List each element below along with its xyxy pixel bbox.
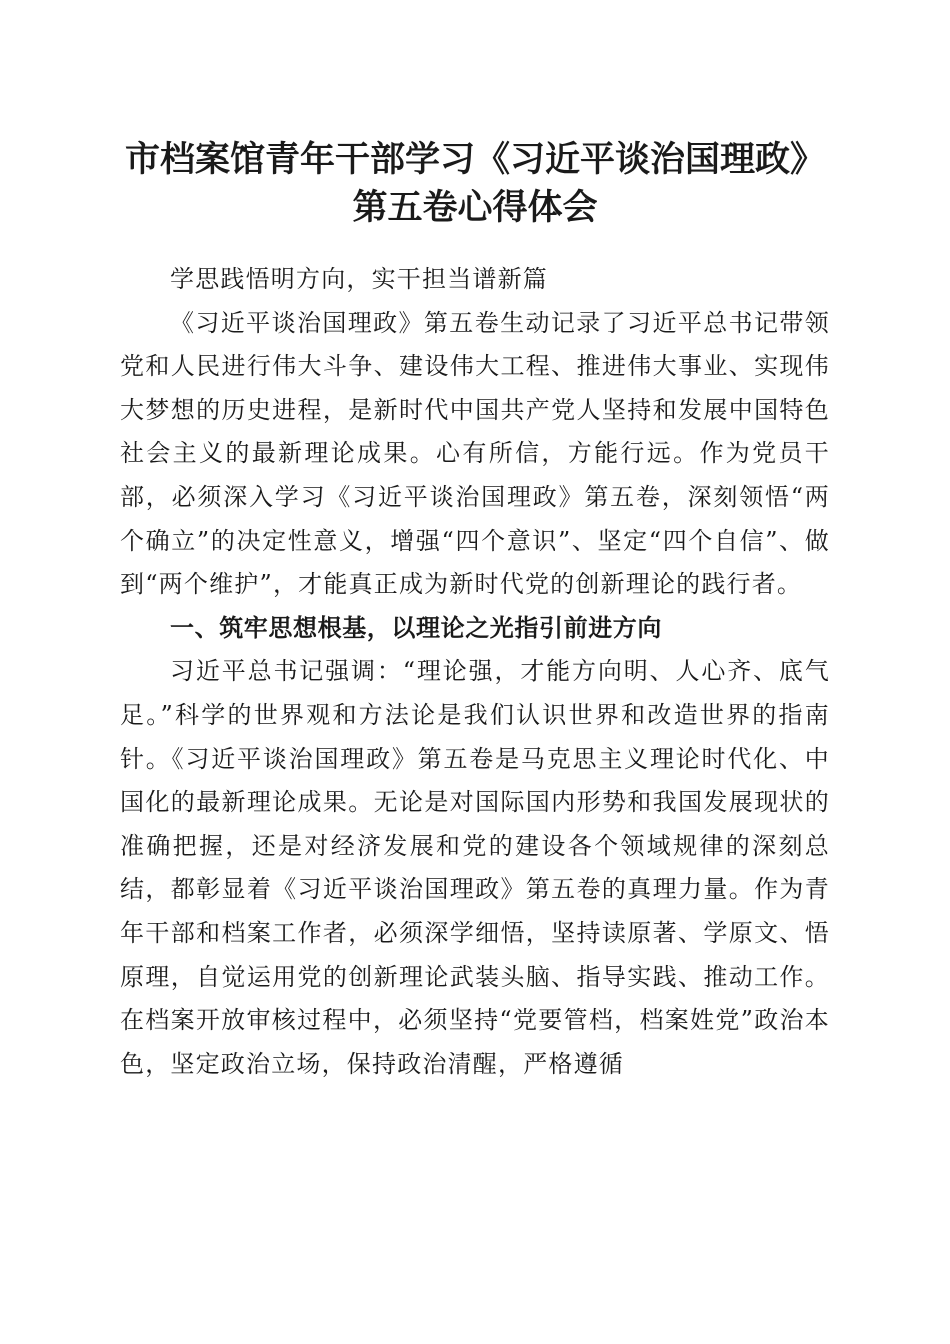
subtitle-paragraph: 学思践悟明方向，实干担当谱新篇	[170, 265, 548, 293]
document-title-line-2: 第五卷心得体会	[352, 187, 598, 228]
document-body	[120, 258, 830, 1086]
section-1-paragraph: 习近平总书记强调：“理论强，才能方向明、人心齐、底气足。”科学的世界观和方法论是我们认识世界和改造世界的指南针。《习近平谈治国理政》第五卷是马克思主义理论时代化、中国化的最新理论成果。无论是对国际国内形势和我国发展现状的准确把握，还是对经济发展和党的建设各个领域规律的深刻总结，都彰显着《习近平谈治国理政》第五卷的真理力量。作为青年干部和档案工作者，必须深学细悟，坚持读原著、学原文、悟原理，自觉运用党的创新理论武装头脑、指导实践、推动工作。在档案开放审核过程中，必须坚持“党要管档，档案姓党”政治本色，坚定政治立场，保持政治清醒，严格遵循	[120, 657, 830, 1078]
section-heading-1: 一、筑牢思想根基，以理论之光指引前进方向	[170, 613, 662, 642]
document-title-line-1: 市档案馆青年干部学习《习近平谈治国理政》	[124, 139, 825, 180]
intro-paragraph: 《习近平谈治国理政》第五卷生动记录了习近平总书记带领党和人民进行伟大斗争、建设伟大工程、推进伟大事业、实现伟大梦想的历史进程，是新时代中国共产党人坚持和发展中国特色社会主义的最新理论成果。心有所信，方能行远。作为党员干部，必须深入学习《习近平谈治国理政》第五卷，深刻领悟“两个确立”的决定性意义，增强“四个意识”、坚定“四个自信”、做到“两个维护”，才能真正成为新时代党的创新理论的践行者。	[120, 308, 830, 599]
